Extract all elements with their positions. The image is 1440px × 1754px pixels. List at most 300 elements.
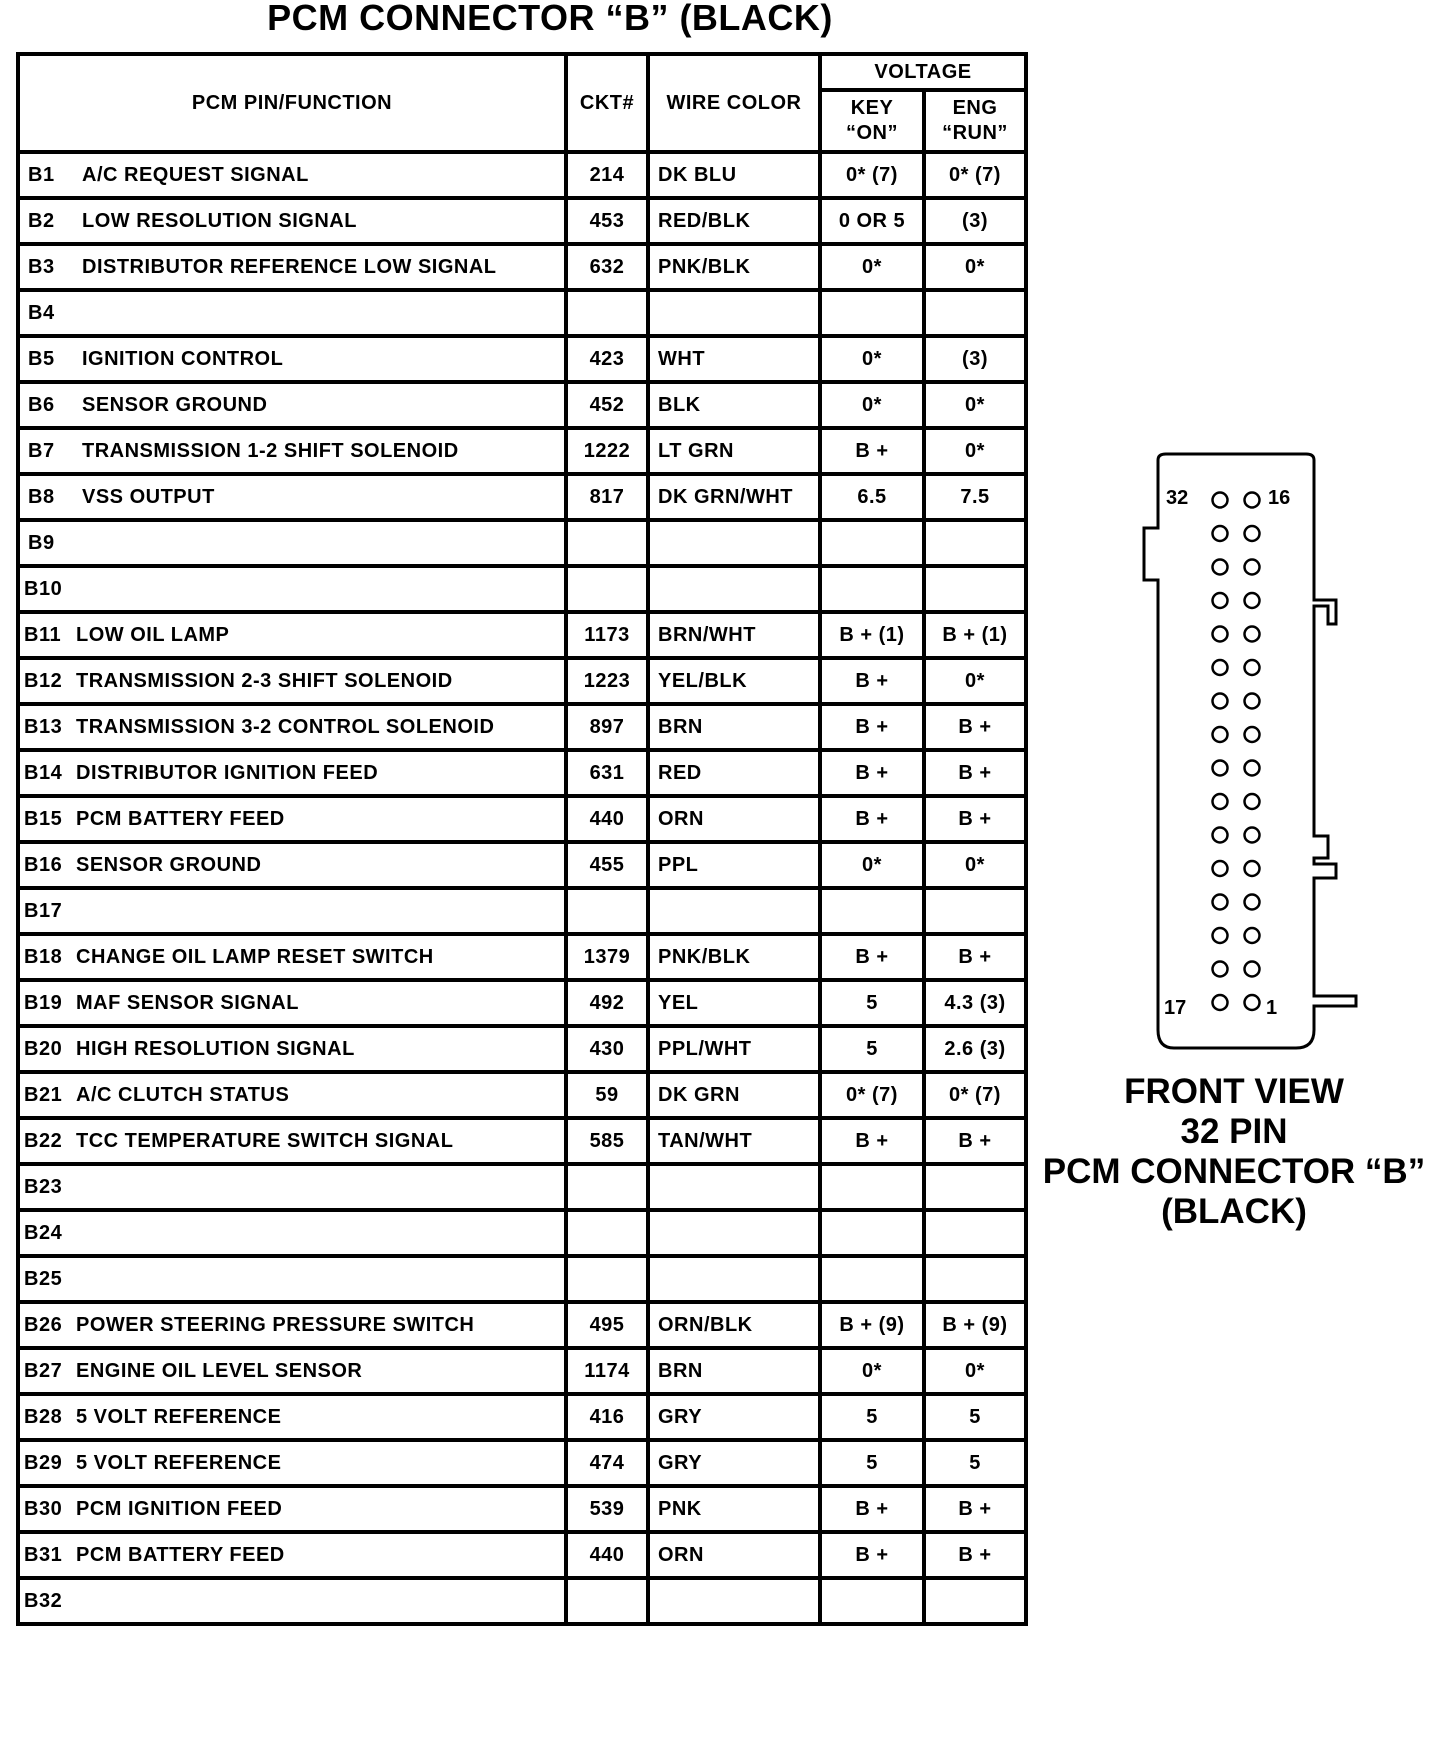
table-row (18, 658, 1026, 704)
connector-front-view-diagram (1118, 452, 1358, 1052)
caption-line: (BLACK) (1161, 1192, 1307, 1231)
pin-function: CHANGE OIL LAMP RESET SWITCH (76, 945, 434, 968)
pin-function-cell (18, 1348, 566, 1394)
pin-function-cell (18, 796, 566, 842)
pin-function-cell (18, 1440, 566, 1486)
pin-function-cell (18, 1486, 566, 1532)
pin-function-cell (18, 1164, 566, 1210)
pin-id: B31 (24, 1543, 63, 1566)
pin-hole (1213, 962, 1228, 977)
pin-function-cell (18, 750, 566, 796)
pin-function-cell (18, 382, 566, 428)
wire-color: TAN/WHT (648, 1118, 820, 1164)
caption-line: PCM CONNECTOR “B” (1042, 1152, 1426, 1191)
voltage-key-on: 0* (820, 1348, 924, 1394)
pin-hole (1213, 794, 1228, 809)
table-row (18, 566, 1026, 612)
voltage-key-on: B + (820, 796, 924, 842)
table-row (18, 1164, 1026, 1210)
pin-function-cell (18, 1302, 566, 1348)
circuit-number: 440 (566, 1532, 648, 1578)
voltage-key-on: 0* (7) (820, 1072, 924, 1118)
voltage-eng-run: B + (924, 1532, 1026, 1578)
wire-color (648, 520, 820, 566)
pin-function: TRANSMISSION 1-2 SHIFT SOLENOID (82, 439, 459, 462)
circuit-number: 452 (566, 382, 648, 428)
circuit-number (566, 1164, 648, 1210)
pin-function-cell (18, 152, 566, 198)
circuit-number: 631 (566, 750, 648, 796)
voltage-eng-run: B + (924, 704, 1026, 750)
circuit-number: 1379 (566, 934, 648, 980)
voltage-eng-run: B + (924, 934, 1026, 980)
pin-function-cell (18, 520, 566, 566)
table-row (18, 152, 1026, 198)
pin-function: MAF SENSOR SIGNAL (76, 991, 299, 1014)
voltage-eng-run: 0* (924, 1348, 1026, 1394)
pin-number-32: 32 (1166, 487, 1189, 509)
pin-hole (1213, 660, 1228, 675)
table-row (18, 980, 1026, 1026)
voltage-key-on (820, 1578, 924, 1624)
pin-hole (1213, 928, 1228, 943)
circuit-number (566, 1256, 648, 1302)
pin-hole (1245, 861, 1260, 876)
pin-id: B27 (24, 1359, 63, 1382)
pin-function-cell (18, 934, 566, 980)
caption-line: FRONT VIEW (1124, 1072, 1344, 1111)
table-row (18, 428, 1026, 474)
voltage-eng-run (924, 888, 1026, 934)
pin-function: HIGH RESOLUTION SIGNAL (76, 1037, 355, 1060)
table-row (18, 198, 1026, 244)
pin-hole (1213, 526, 1228, 541)
wire-color (648, 566, 820, 612)
pin-id: B29 (24, 1451, 63, 1474)
table-row (18, 1486, 1026, 1532)
voltage-eng-run: 5 (924, 1440, 1026, 1486)
circuit-number (566, 566, 648, 612)
voltage-eng-run: 0* (7) (924, 152, 1026, 198)
pin-function-cell (18, 658, 566, 704)
wire-color: YEL (648, 980, 820, 1026)
pin-function-cell (18, 1118, 566, 1164)
wire-color: ORN (648, 796, 820, 842)
voltage-eng-run: 0* (924, 428, 1026, 474)
pin-function-cell (18, 1072, 566, 1118)
circuit-number: 214 (566, 152, 648, 198)
wire-color: RED (648, 750, 820, 796)
voltage-eng-run: 4.3 (3) (924, 980, 1026, 1026)
pin-function: 5 VOLT REFERENCE (76, 1405, 282, 1428)
wire-color: ORN/BLK (648, 1302, 820, 1348)
pin-id: B3 (28, 255, 55, 278)
circuit-number: 1174 (566, 1348, 648, 1394)
pin-function: ENGINE OIL LEVEL SENSOR (76, 1359, 363, 1382)
voltage-key-on: 5 (820, 980, 924, 1026)
voltage-key-on (820, 566, 924, 612)
pin-number-17: 17 (1164, 997, 1187, 1019)
pin-function-cell (18, 428, 566, 474)
pin-id: B7 (28, 439, 55, 462)
table-row (18, 1210, 1026, 1256)
circuit-number: 453 (566, 198, 648, 244)
voltage-key-on: B + (820, 934, 924, 980)
pin-number-16: 16 (1268, 487, 1291, 509)
pin-function-cell (18, 336, 566, 382)
circuit-number: 897 (566, 704, 648, 750)
pin-hole (1213, 593, 1228, 608)
pin-function-cell (18, 1256, 566, 1302)
pin-id: B30 (24, 1497, 63, 1520)
circuit-number (566, 1210, 648, 1256)
table-row (18, 1302, 1026, 1348)
table-row (18, 842, 1026, 888)
table-row (18, 1256, 1026, 1302)
voltage-key-on: B + (820, 1118, 924, 1164)
voltage-eng-run (924, 1578, 1026, 1624)
voltage-key-on: 0* (820, 382, 924, 428)
wire-color: ORN (648, 1532, 820, 1578)
circuit-number: 817 (566, 474, 648, 520)
voltage-eng-run: (3) (924, 198, 1026, 244)
pin-function: A/C REQUEST SIGNAL (82, 163, 309, 186)
pin-hole (1213, 493, 1228, 508)
pin-function-cell (18, 198, 566, 244)
table-row (18, 1348, 1026, 1394)
pin-id: B6 (28, 393, 55, 416)
voltage-eng-run: 5 (924, 1394, 1026, 1440)
voltage-key-on (820, 520, 924, 566)
pin-function: PCM BATTERY FEED (76, 1543, 285, 1566)
table-row (18, 1072, 1026, 1118)
pin-id: B16 (24, 853, 63, 876)
pin-hole (1213, 694, 1228, 709)
table-row (18, 612, 1026, 658)
wire-color: PPL (648, 842, 820, 888)
circuit-number: 440 (566, 796, 648, 842)
pin-table (16, 52, 1028, 1626)
table-row (18, 474, 1026, 520)
pin-id: B2 (28, 209, 55, 232)
table-row (18, 382, 1026, 428)
table-row (18, 750, 1026, 796)
pin-id: B10 (24, 577, 63, 600)
pin-function-cell (18, 1210, 566, 1256)
voltage-key-on: 0* (820, 842, 924, 888)
wire-color: WHT (648, 336, 820, 382)
pin-function-cell (18, 1026, 566, 1072)
pin-function-cell (18, 290, 566, 336)
pin-id: B22 (24, 1129, 63, 1152)
pin-function: VSS OUTPUT (82, 485, 215, 508)
pin-id: B19 (24, 991, 63, 1014)
voltage-eng-run: B + (924, 1118, 1026, 1164)
voltage-key-on: B + (1) (820, 612, 924, 658)
circuit-number: 1223 (566, 658, 648, 704)
wire-color: GRY (648, 1440, 820, 1486)
header-function: PCM PIN/FUNCTION (18, 54, 566, 152)
voltage-key-on (820, 1210, 924, 1256)
wire-color: GRY (648, 1394, 820, 1440)
circuit-number: 423 (566, 336, 648, 382)
pin-id: B13 (24, 715, 63, 738)
voltage-eng-run: B + (1) (924, 612, 1026, 658)
voltage-eng-run: 7.5 (924, 474, 1026, 520)
wire-color (648, 290, 820, 336)
voltage-eng-run: 0* (924, 382, 1026, 428)
wire-color (648, 1210, 820, 1256)
wire-color: RED/BLK (648, 198, 820, 244)
wire-color: DK GRN (648, 1072, 820, 1118)
voltage-eng-run: 2.6 (3) (924, 1026, 1026, 1072)
voltage-key-on (820, 1164, 924, 1210)
voltage-key-on: 5 (820, 1026, 924, 1072)
pin-id: B17 (24, 899, 63, 922)
pin-function: 5 VOLT REFERENCE (76, 1451, 282, 1474)
pin-function: DISTRIBUTOR REFERENCE LOW SIGNAL (82, 255, 497, 278)
pin-function: POWER STEERING PRESSURE SWITCH (76, 1313, 475, 1336)
pin-id: B11 (24, 623, 62, 646)
pin-function-cell (18, 980, 566, 1026)
pin-hole (1245, 962, 1260, 977)
connector-outline (1144, 454, 1356, 1048)
wire-color (648, 1164, 820, 1210)
circuit-number: 539 (566, 1486, 648, 1532)
voltage-key-on: B + (820, 1532, 924, 1578)
voltage-key-on: B + (820, 704, 924, 750)
pin-function-cell (18, 244, 566, 290)
voltage-key-on: 0 OR 5 (820, 198, 924, 244)
pin-function: SENSOR GROUND (82, 393, 268, 416)
table-row (18, 796, 1026, 842)
header-ckt: CKT# (566, 54, 648, 152)
pin-function-cell (18, 1578, 566, 1624)
wire-color: PPL/WHT (648, 1026, 820, 1072)
table-row (18, 1532, 1026, 1578)
table-row (18, 1118, 1026, 1164)
pin-id: B5 (28, 347, 55, 370)
wire-color: LT GRN (648, 428, 820, 474)
wire-color: BRN/WHT (648, 612, 820, 658)
pin-id: B12 (24, 669, 63, 692)
wire-color: PNK/BLK (648, 244, 820, 290)
pin-function: IGNITION CONTROL (82, 347, 284, 370)
table-row (18, 934, 1026, 980)
wire-color: DK GRN/WHT (648, 474, 820, 520)
voltage-eng-run: B + (9) (924, 1302, 1026, 1348)
pin-function-cell (18, 842, 566, 888)
pin-function: TRANSMISSION 2-3 SHIFT SOLENOID (76, 669, 453, 692)
pin-function: TRANSMISSION 3-2 CONTROL SOLENOID (76, 715, 495, 738)
circuit-number: 416 (566, 1394, 648, 1440)
voltage-key-on: 0* (820, 244, 924, 290)
voltage-key-on: B + (820, 658, 924, 704)
voltage-key-on: 5 (820, 1394, 924, 1440)
voltage-eng-run: 0* (924, 658, 1026, 704)
pin-function-cell (18, 704, 566, 750)
pin-hole (1245, 493, 1260, 508)
pin-id: B1 (28, 163, 55, 186)
circuit-number (566, 520, 648, 566)
pin-function: SENSOR GROUND (76, 853, 262, 876)
pin-function-cell (18, 1394, 566, 1440)
pin-id: B24 (24, 1221, 63, 1244)
voltage-key-on: B + (820, 750, 924, 796)
wire-color: BRN (648, 704, 820, 750)
pin-id: B4 (28, 301, 55, 324)
pin-id: B21 (24, 1083, 63, 1106)
table-row (18, 244, 1026, 290)
wire-color: PNK (648, 1486, 820, 1532)
voltage-key-on: B + (820, 1486, 924, 1532)
voltage-eng-run: B + (924, 750, 1026, 796)
pin-hole (1213, 995, 1228, 1010)
pin-id: B8 (28, 485, 55, 508)
header-eng-run: ENG “RUN” (924, 90, 1026, 152)
pin-hole (1245, 828, 1260, 843)
table-row (18, 1578, 1026, 1624)
wire-color: BLK (648, 382, 820, 428)
header-wire-color: WIRE COLOR (648, 54, 820, 152)
pin-hole (1245, 727, 1260, 742)
voltage-key-on: B + (9) (820, 1302, 924, 1348)
pin-hole (1213, 761, 1228, 776)
connector-caption (1028, 1072, 1440, 1232)
voltage-eng-run: 0* (924, 842, 1026, 888)
pin-id: B32 (24, 1589, 63, 1612)
circuit-number: 430 (566, 1026, 648, 1072)
table-row (18, 1440, 1026, 1486)
pin-number-1: 1 (1266, 997, 1278, 1019)
voltage-eng-run: (3) (924, 336, 1026, 382)
voltage-eng-run (924, 1164, 1026, 1210)
pin-hole (1213, 895, 1228, 910)
pin-function: PCM IGNITION FEED (76, 1497, 283, 1520)
circuit-number: 492 (566, 980, 648, 1026)
circuit-number: 495 (566, 1302, 648, 1348)
table-body (18, 152, 1026, 1624)
pin-id: B25 (24, 1267, 63, 1290)
voltage-eng-run: 0* (7) (924, 1072, 1026, 1118)
circuit-number: 632 (566, 244, 648, 290)
pin-hole (1245, 794, 1260, 809)
pin-function-cell (18, 474, 566, 520)
table-row (18, 888, 1026, 934)
voltage-key-on: B + (820, 428, 924, 474)
pin-hole (1245, 928, 1260, 943)
pin-function: A/C CLUTCH STATUS (76, 1083, 290, 1106)
wire-color: DK BLU (648, 152, 820, 198)
voltage-key-on: 5 (820, 1440, 924, 1486)
pin-function: TCC TEMPERATURE SWITCH SIGNAL (76, 1129, 454, 1152)
pin-hole (1245, 761, 1260, 776)
pin-function-cell (18, 612, 566, 658)
voltage-key-on (820, 1256, 924, 1302)
header-key-on: KEY “ON” (820, 90, 924, 152)
voltage-eng-run (924, 566, 1026, 612)
voltage-key-on (820, 888, 924, 934)
pin-function-cell (18, 1532, 566, 1578)
pin-hole (1213, 627, 1228, 642)
wire-color: BRN (648, 1348, 820, 1394)
pin-id: B18 (24, 945, 63, 968)
pin-id: B14 (24, 761, 63, 784)
voltage-key-on: 6.5 (820, 474, 924, 520)
pin-function-cell (18, 566, 566, 612)
wire-color (648, 1256, 820, 1302)
pin-function-cell (18, 888, 566, 934)
pin-hole (1213, 727, 1228, 742)
pin-holes (1213, 493, 1260, 1011)
header-voltage: VOLTAGE (820, 54, 1026, 90)
pin-id: B15 (24, 807, 63, 830)
circuit-number: 1173 (566, 612, 648, 658)
pin-function: LOW OIL LAMP (76, 623, 230, 646)
voltage-eng-run (924, 1256, 1026, 1302)
pin-hole (1245, 660, 1260, 675)
circuit-number (566, 888, 648, 934)
wire-color: YEL/BLK (648, 658, 820, 704)
circuit-number: 1222 (566, 428, 648, 474)
page-title: PCM CONNECTOR “B” (BLACK) (267, 0, 833, 38)
pin-hole (1213, 828, 1228, 843)
pin-id: B23 (24, 1175, 63, 1198)
table-row (18, 704, 1026, 750)
pin-hole (1213, 560, 1228, 575)
voltage-eng-run: 0* (924, 244, 1026, 290)
table-row (18, 1394, 1026, 1440)
pin-id: B26 (24, 1313, 63, 1336)
wire-color (648, 888, 820, 934)
circuit-number: 585 (566, 1118, 648, 1164)
pin-function: LOW RESOLUTION SIGNAL (82, 209, 357, 232)
wire-color: PNK/BLK (648, 934, 820, 980)
voltage-key-on (820, 290, 924, 336)
pin-hole (1245, 694, 1260, 709)
pin-hole (1245, 627, 1260, 642)
voltage-eng-run: B + (924, 796, 1026, 842)
voltage-eng-run (924, 290, 1026, 336)
pin-hole (1245, 526, 1260, 541)
voltage-eng-run: B + (924, 1486, 1026, 1532)
pin-function: PCM BATTERY FEED (76, 807, 285, 830)
wire-color (648, 1578, 820, 1624)
circuit-number: 455 (566, 842, 648, 888)
circuit-number: 59 (566, 1072, 648, 1118)
pin-id: B20 (24, 1037, 63, 1060)
pin-hole (1245, 593, 1260, 608)
pin-hole (1245, 895, 1260, 910)
circuit-number: 474 (566, 1440, 648, 1486)
voltage-eng-run (924, 520, 1026, 566)
pin-function: DISTRIBUTOR IGNITION FEED (76, 761, 379, 784)
table-row (18, 290, 1026, 336)
caption-line: 32 PIN (1180, 1112, 1288, 1151)
voltage-key-on: 0* (7) (820, 152, 924, 198)
circuit-number (566, 1578, 648, 1624)
pin-id: B28 (24, 1405, 63, 1428)
voltage-key-on: 0* (820, 336, 924, 382)
pin-hole (1245, 560, 1260, 575)
pin-hole (1213, 861, 1228, 876)
table-row (18, 1026, 1026, 1072)
table-row (18, 336, 1026, 382)
voltage-eng-run (924, 1210, 1026, 1256)
pin-id: B9 (28, 531, 55, 554)
table-row (18, 520, 1026, 566)
circuit-number (566, 290, 648, 336)
